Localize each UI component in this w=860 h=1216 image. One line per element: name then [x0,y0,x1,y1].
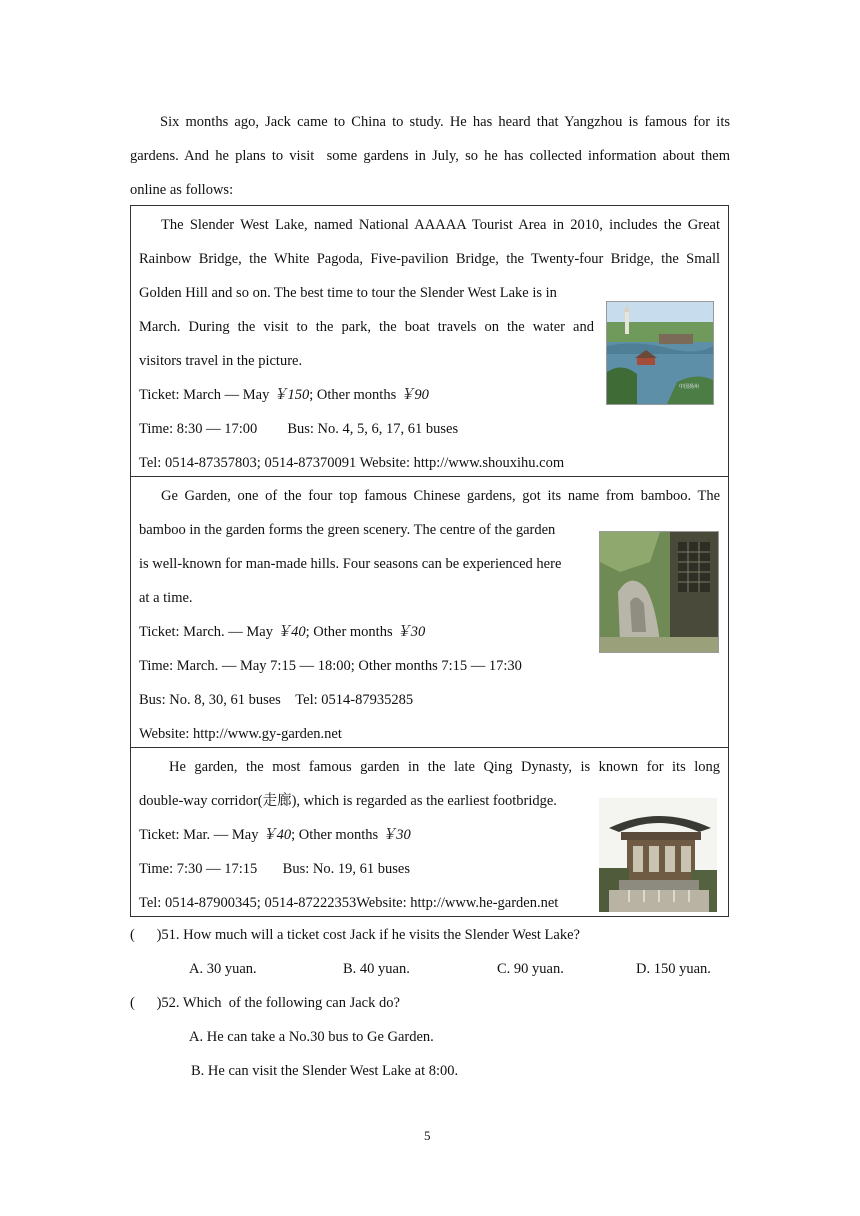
page-number: 5 [424,1128,431,1143]
ge-desc-line-4: at a time. [139,590,193,606]
slender-west-lake-cell [131,206,728,477]
intro-paragraph [130,105,730,207]
ticket-offpeak-price: ￥30 [381,827,411,843]
slender-time-bus [139,412,720,446]
ticket-offpeak-price: ￥30 [396,624,426,640]
ge-garden-photo [599,531,719,653]
he-garden-cell [131,748,728,916]
ticket-peak-price: ￥40 [262,827,292,843]
intro-line-2: gardens. And he plans to visit some gardens in July, so he has collected information about them [130,148,730,164]
he-desc-line-1: He garden, the most famous garden in the late Qing Dynasty, is known for its long [169,759,720,775]
ticket-offpeak-price: ￥90 [399,387,429,403]
slender-contact: Tel: 0514-87357803; 0514-87370091 Website: http://www.shouxihu.com [139,455,565,471]
q51-option-b: B. 40 yuan. [343,961,410,977]
ge-desc-line-3: is well-known for man-made hills. Four seasons can be experienced here [139,556,562,572]
intro-line-3: online as follows: [130,182,234,198]
intro-line-1: Six months ago, Jack came to China to study. He has heard that Yangzhou is famous for its [160,114,730,130]
svg-text:中国扬州: 中国扬州 [679,384,700,390]
ge-website: Website: http://www.gy-garden.net [139,726,342,742]
ticket-peak-price: ￥40 [276,624,306,640]
slender-desc-line-1: The Slender West Lake, named National AAAAA Tourist Area in 2010, includes the Great [161,217,720,233]
ticket-other-label: ; Other months [305,624,397,640]
question-51: ( )51. How much will a ticket cost Jack if he visits the Slender West Lake? [130,927,580,943]
slender-time: Time: 8:30 — 17:00 [139,421,258,437]
slender-bus: Bus: No. 4, 5, 6, 17, 61 buses [287,421,459,437]
he-contact: Tel: 0514-87900345; 0514-87222353Website: http://www.he-garden.net [139,895,559,911]
ticket-peak-price: ￥150 [272,387,310,403]
q51-option-d: D. 150 yuan. [636,961,711,977]
ge-garden-cell [131,477,728,748]
ge-desc-line-2: bamboo in the garden forms the green scenery. The centre of the garden [139,522,556,538]
ge-time: Time: March. — May 7:15 — 18:00; Other months 7:15 — 17:30 [139,658,522,674]
ticket-other-label: ; Other months [309,387,400,403]
he-garden-photo [599,798,717,912]
ge-bus-tel: Bus: No. 8, 30, 61 buses Tel: 0514-87935285 [139,692,414,708]
slender-desc-line-3: Golden Hill and so on. The best time to tour the Slender West Lake is in [139,285,557,301]
slender-west-lake-photo [606,301,714,405]
ge-desc-line-1: Ge Garden, one of the four top famous Chinese gardens, got its name from bamboo. The [161,488,720,504]
q51-option-c: C. 90 yuan. [497,961,564,977]
garden-info-table [130,205,729,917]
slender-desc-line-5: visitors travel in the picture. [139,353,303,369]
slender-desc-line-4: March. During the visit to the park, the boat travels on the water and [139,319,594,335]
ticket-label: Ticket: Mar. — May [139,827,263,843]
he-time-bus: Time: 7:30 — 17:15 Bus: No. 19, 61 buses [139,861,410,877]
q51-option-a: A. 30 yuan. [189,961,257,977]
slender-desc-line-2: Rainbow Bridge, the White Pagoda, Five-pavilion Bridge, the Twenty-four Bridge, the Small [139,251,720,267]
q52-option-b: B. He can visit the Slender West Lake at 8:00. [191,1063,459,1079]
question-52: ( )52. Which of the following can Jack do? [130,995,400,1011]
ticket-label: Ticket: March. — May [139,624,277,640]
ticket-other-label: ; Other months [291,827,382,843]
q52-option-a: A. He can take a No.30 bus to Ge Garden. [189,1029,434,1045]
ticket-label: Ticket: March — May [139,387,273,403]
he-desc-line-2: double-way corridor(走廊), which is regarded as the earliest footbridge. [139,793,557,809]
